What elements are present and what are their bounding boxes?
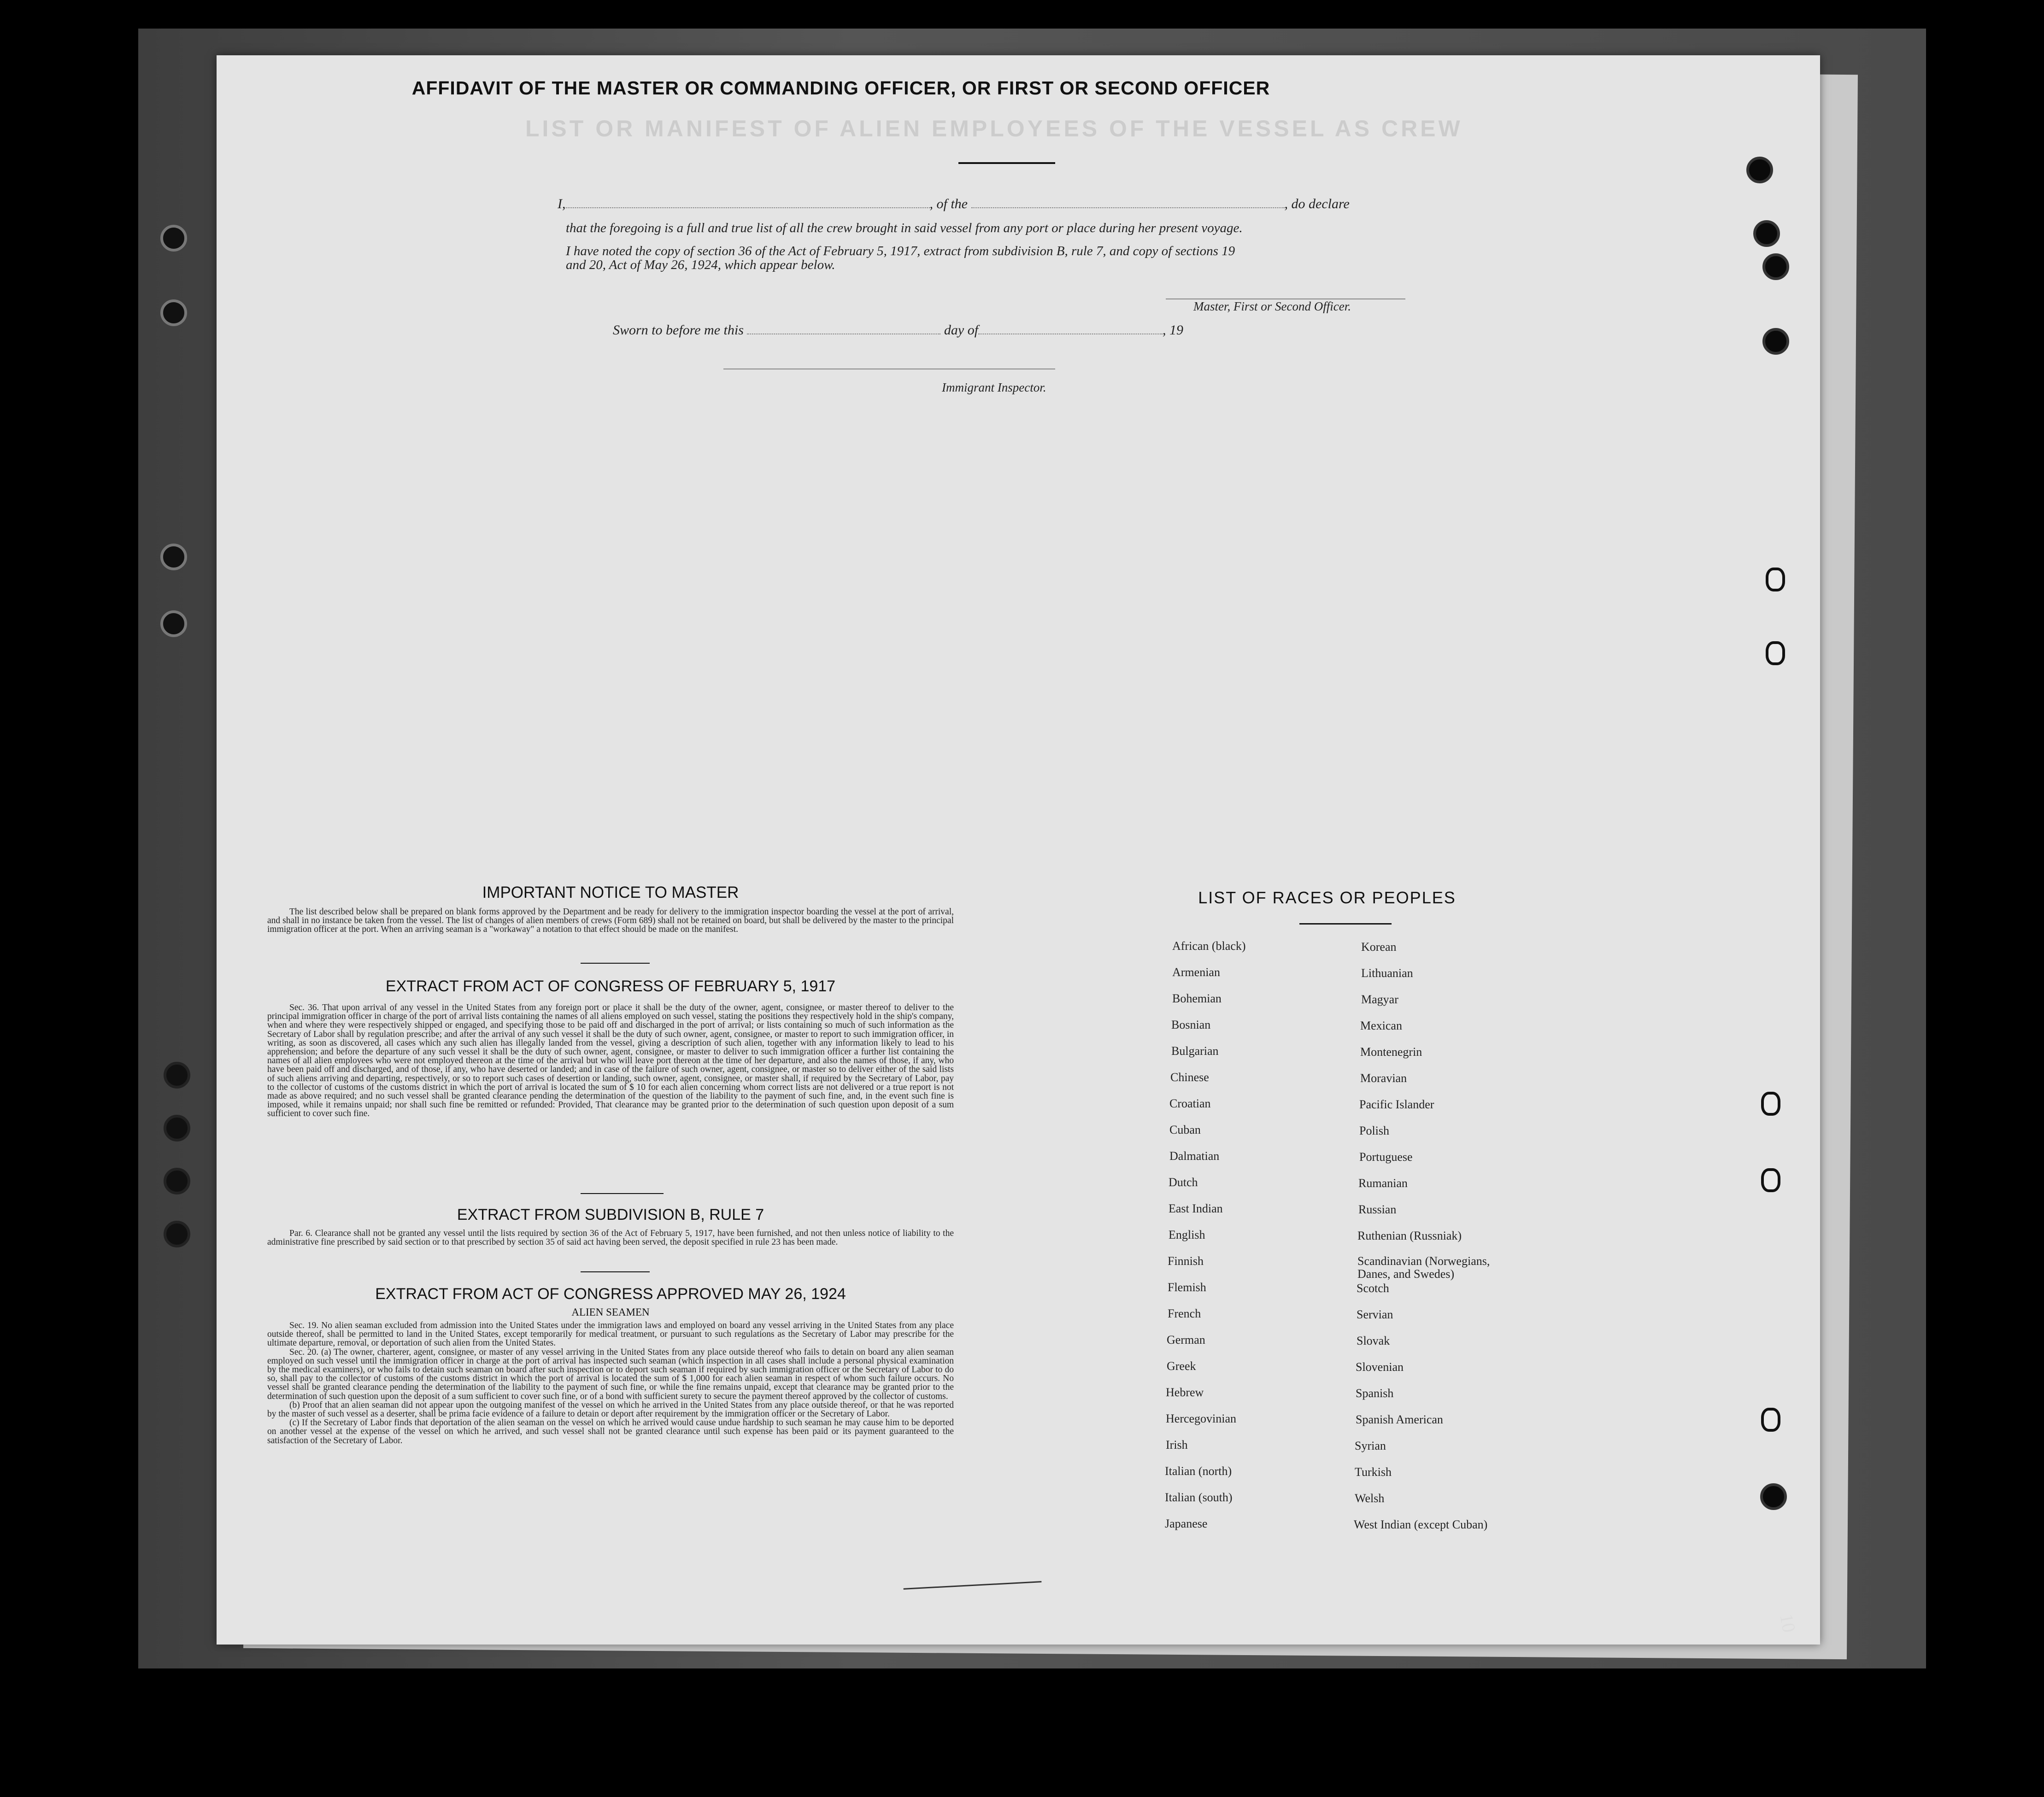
section-rule [581,1271,650,1272]
affidavit-title: AFFIDAVIT OF THE MASTER OR COMMANDING OFFICER, OR FIRST OR SECOND OFFICER [411,77,1270,99]
race-item: Welsh [1355,1492,1385,1505]
affidavit-line-4: and 20, Act of May 26, 1924, which appear below. [566,258,835,272]
punch-hole [1761,1092,1780,1116]
race-item: Montenegrin [1360,1045,1422,1059]
affidavit-line-3: I have noted the copy of section 36 of the Act of February 5, 1917, extract from subdivision B, rule 7, and copy of sections 19 [566,244,1235,258]
race-item: Slovak [1357,1334,1390,1347]
day-of-label: day of [944,322,979,338]
races-list-title: LIST OF RACES OR PEOPLES [1198,888,1456,907]
i-label: I, [558,196,566,211]
extract-1917-body: Sec. 36. That upon arrival of any vessel in the United States from any foreign port or place it shall be the duty of the owner, agent, consignee, or master thereof to deliver to the principal immigration officer in charge of the port of arrival lists containing the names of all aliens employed on such vessel, stating the positions they respectively hold in the ship's company, when and where they were respectively shipped or engaged, and specifying those to be paid off and discharged in the port of arrival; or lists containing so much of such information as the Secretary of Labor shall by regulation prescribe; and after the arrival of any such vessel it shall be the duty of such owner, agent, consignee, or master to report to such immigration officer, in writing, as soon as discovered, all cases which any such alien has illegally landed from the vessel, giving a description of such alien, together with any information likely to lead to his apprehension; and before the departure of any such vessel it shall be the duty of such owner, agent, consignee, or master to deliver to such immigration officer a further list containing the names of all alien employees who were not employed thereon at the time of the arrival but who will leave port thereon at the time of her departure, and also the names of those, if any, who have been paid off and discharged, and of those, if any, who have deserted or landed; and in case of the failure of such owner, agent, consignee, or master so to deliver either of the said lists of such aliens arriving and departing, respectively, or so to report such cases of desertion or landing, such owner, agent, consignee, or master shall, if required by the Secretary of Labor, pay to the collector of customs of the customs district in which the port of arrival is located the sum of $ 10 for each alien concerning whom correct lists are not delivered or a true report is not made as above required; and no such vessel shall be granted clearance pending the determination of the question of the liability to the payment of such fine, and, in the event such fine is imposed, while it remains unpaid; nor shall such fine be remitted or refunded: Provided, That clearance may be granted prior to the determination of such question upon deposit of a sum sufficient to cover such fine. [267,1003,954,1119]
punch-hole [1766,641,1785,665]
section-rule [581,963,650,964]
punch-hole [1762,328,1789,355]
binder-hole [164,1115,190,1141]
race-item: Dutch [1169,1176,1198,1189]
race-item: English [1169,1228,1205,1241]
binder-hole [160,610,187,637]
do-declare-label: , do declare [1284,196,1350,211]
punch-hole [1753,220,1780,247]
race-item: Bosnian [1171,1018,1211,1031]
inspector-signature-label: Immigrant Inspector. [942,380,1046,394]
notice-body: The list described below shall be prepared on blank forms approved by the Department and be ready for delivery to the immigration inspector boarding the vessel at the port of arrival, and shall in no instance be taken from the vessel. The list of changes of alien members of crews (Form 689) shall not be retained on board, but shall be delivered by the master to the principal immigration officer at the port. When an arriving seaman is a "workaway" a notation to that effect should be made on the manifest. [267,907,954,935]
name-blank[interactable] [566,207,930,208]
extract-1917-title: EXTRACT FROM ACT OF CONGRESS OF FEBRUARY 5, 1917 [385,978,836,995]
race-item: Armenian [1172,966,1220,979]
punch-hole [1760,1483,1787,1510]
race-item: African (black) [1172,939,1246,953]
race-item: East Indian [1169,1202,1223,1215]
title-rule [958,162,1055,164]
race-item: Spanish American [1356,1413,1443,1426]
race-item: French [1168,1307,1201,1320]
sworn-label: Sworn to before me this [613,322,744,338]
race-item: Spanish [1356,1387,1394,1400]
race-item: Magyar [1361,993,1398,1006]
race-item: Polish [1359,1124,1390,1137]
affidavit-line-2: that the foregoing is a full and true list of all the crew brought in said vessel from any port or place during her present voyage. [566,221,1243,235]
binder-hole [160,225,187,252]
vessel-blank[interactable] [971,207,1285,208]
alien-seamen-subtitle: ALIEN SEAMEN [571,1306,650,1318]
race-item: Finnish [1168,1254,1204,1268]
race-item: Slovenian [1356,1360,1404,1374]
race-item: Korean [1361,940,1397,954]
binder-hole [164,1062,190,1089]
race-item: German [1167,1333,1205,1346]
race-item: Croatian [1169,1097,1211,1110]
race-item: Turkish [1355,1465,1392,1479]
notice-title: IMPORTANT NOTICE TO MASTER [482,884,739,901]
race-item: Scandinavian (Norwegians, Danes, and Swedes) [1357,1254,1490,1281]
binder-hole [164,1168,190,1194]
race-item: Syrian [1355,1439,1386,1452]
race-item: Pacific Islander [1359,1098,1434,1111]
master-signature-label: Master, First or Second Officer. [1193,299,1351,313]
race-item: Servian [1357,1308,1393,1321]
race-item: West Indian (except Cuban) [1354,1518,1488,1531]
race-item: Russian [1358,1203,1397,1216]
year-label: , 19 [1163,322,1184,338]
race-item: Italian (north) [1165,1464,1232,1478]
race-item: Bohemian [1172,992,1222,1005]
race-item: Ruthenian (Russniak) [1357,1229,1462,1242]
race-item: Dalmatian [1169,1149,1220,1163]
race-item: Scotch [1357,1282,1389,1295]
race-item: Hebrew [1166,1386,1204,1399]
of-the-label: , of the [929,196,968,211]
subdivision-b-body: Par. 6. Clearance shall not be granted any vessel until the lists required by section 36 of the Act of February 5, 1917, have been furnished, and not then unless notice of liability to the administrative fine prescribed by said section or to that prescribed by section 35 of said act having been served, the deposit specified in rule 23 has been made. [267,1229,954,1247]
race-item: Bulgarian [1171,1044,1219,1058]
race-item: Italian (south) [1165,1491,1233,1504]
corner-page-mark: 10 [1776,1612,1800,1634]
race-item: Cuban [1169,1123,1201,1136]
races-title-rule [1299,923,1392,925]
extract-1924-body: Sec. 19. No alien seaman excluded from admission into the United States under the immigration laws and employed on board any vessel arriving in the United States from any place outside thereof, shall be permitted to land in the United States, except temporarily for medical treatment, or pursuant to such regulations as the Secretary of Labor may prescribe for the ultimate departure, removal, or deportation of such alien from the United States. Sec. 20. (a) The owner, charterer, agent, consignee, or master of any vessel arriving in the United States from any place outside thereof who fails to detain on board any alien seaman employed on such vessel until the immigration officer in charge at the port of arrival has inspected such seaman (which inspection in all cases shall include a personal physical examination by the medical examiners), or who fails to detain such seaman on board after such inspection or to deport such seaman if required by such immigration officer or the Secretary of Labor to do so, shall pay to the collector of customs of the customs district in which the port of arrival is located the sum of $ 1,000 for each alien seaman in respect of whom such failure occurs. No vessel shall be granted clearance pending the determination of the liability to the payment of such fine, or while the fine remains unpaid, except that clearance may be granted prior to the determination of such question upon the deposit of a sum sufficient to cover such fine, or of a bond with sufficient surety to secure the payment thereof approved by the collector of customs. (b) Proof that an alien seaman did not appear upon the outgoing manifest of the vessel on which he arrived in the United States from any place outside thereof, or that he was reported by the master of such vessel as a deserter, shall be prima facie evidence of a failure to detain or deport after requirement by the immigration officer or the Secretary of Labor. (c) If the Secretary of Labor finds that deportation of the alien seaman on the vessel on which he arrived would cause undue hardship to such seaman he may cause him to be deported on another vessel at the expense of the vessel on which he arrived, and such vessel shall not be granted clearance until such expense has been paid or its payment guaranteed to the satisfaction of the Secretary of Labor. [267,1321,954,1446]
race-item: Flemish [1168,1281,1206,1294]
affidavit-line-1 [558,192,1447,217]
sworn-line [613,318,1304,343]
bleed-through-heading: LIST OR MANIFEST OF ALIEN EMPLOYEES OF THE VESSEL AS CREW [525,116,1463,141]
race-item: Portuguese [1359,1150,1413,1164]
punch-hole [1746,157,1773,183]
race-item: Lithuanian [1361,966,1413,980]
race-item: Japanese [1165,1517,1208,1530]
extract-1924-title: EXTRACT FROM ACT OF CONGRESS APPROVED MAY 26, 1924 [375,1285,846,1303]
race-item: Mexican [1360,1019,1402,1032]
binder-hole [160,544,187,570]
punch-hole [1761,1168,1780,1192]
race-item: Moravian [1360,1071,1407,1085]
punch-hole [1762,253,1789,280]
binder-hole [160,299,187,326]
race-item: Chinese [1170,1071,1209,1084]
subdivision-b-title: EXTRACT FROM SUBDIVISION B, RULE 7 [457,1206,764,1223]
race-item: Irish [1166,1438,1188,1452]
race-item: Greek [1167,1359,1196,1373]
punch-hole [1761,1408,1780,1432]
race-item: Rumanian [1358,1177,1408,1190]
punch-hole [1766,568,1785,591]
section-rule [581,1193,664,1194]
race-item: Hercegovinian [1166,1412,1237,1425]
binder-hole [164,1221,190,1247]
